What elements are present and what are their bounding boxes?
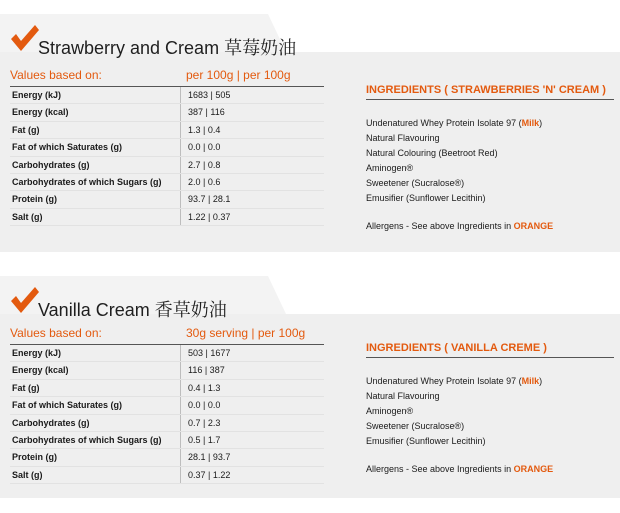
ingredients-title: INGREDIENTS ( STRAWBERRIES 'N' CREAM ) [366,84,614,100]
row-value: 1.22 | 0.37 [188,211,231,222]
row-value: 0.7 | 2.3 [188,417,221,428]
allergen-milk: Milk [521,376,540,386]
ingredient-item: Aminogen® [366,406,414,416]
row-label: Energy (kcal) [12,107,69,118]
nutrition-table [10,66,324,226]
table-row [10,449,324,466]
header-values-label: Values based on: [10,326,102,340]
table-row [10,362,324,379]
row-value: 116 | 387 [188,365,225,376]
ingredient-item: Sweetener (Sucralose®) [366,178,465,188]
table-row [10,191,324,208]
row-value: 1.3 | 0.4 [188,124,221,135]
table-row [10,415,324,432]
ingredient-item: Emusifier (Sunflower Lecithin) [366,436,486,446]
nutrition-table-header [10,66,324,87]
row-label: Fat (g) [12,124,40,135]
header-values-label: Values based on: [10,68,102,82]
row-value: 0.0 | 0.0 [188,400,221,411]
table-row [10,104,324,121]
row-label: Protein (g) [12,452,57,463]
table-row [10,345,324,362]
ingredient-item: Sweetener (Sucralose®) [366,421,465,431]
ingredients-list [366,374,614,449]
table-row [10,397,324,414]
ingredient-item: Emusifier (Sunflower Lecithin) [366,193,486,203]
checkmark-icon [8,284,40,316]
row-value: 0.4 | 1.3 [188,382,221,393]
row-label: Carbohydrates of which Sugars (g) [12,434,162,445]
row-value: 0.37 | 1.22 [188,469,231,480]
row-value: 0.5 | 1.7 [188,434,221,445]
allergen-note: Allergens - See above Ingredients in ORANGE [366,221,554,231]
table-row [10,380,324,397]
row-label: Fat of which Saturates (g) [12,400,123,411]
row-label: Salt (g) [12,211,43,222]
row-label: Energy (kJ) [12,348,62,358]
product-section-vanilla [0,262,620,498]
table-row [10,467,324,484]
table-row [10,209,324,226]
row-label: Fat (g) [12,382,40,393]
row-label: Protein (g) [12,194,57,205]
header-basis-label: 30g serving | per 100g [186,326,306,340]
allergen-highlight: ORANGE [513,464,554,474]
table-row [10,174,324,191]
row-value: 503 | 1677 [188,348,231,358]
row-label: Fat of which Saturates (g) [12,142,123,153]
ingredients-block [366,342,614,474]
ingredient-item: Aminogen® [366,163,414,173]
ingredient-whey: Undenatured Whey Protein Isolate 97 (Milk) [366,118,543,128]
product-section-strawberry [0,0,620,252]
row-value: 2.0 | 0.6 [188,176,221,187]
row-value: 0.0 | 0.0 [188,142,221,153]
table-row [10,87,324,104]
ingredient-item: Natural Flavouring [366,391,440,401]
table-row [10,139,324,156]
allergen-note: Allergens - See above Ingredients in ORANGE [366,464,554,474]
row-value: 28.1 | 93.7 [188,452,231,463]
header-basis-label: per 100g | per 100g [186,68,291,82]
ingredients-list [366,116,614,206]
checkmark-icon [8,22,40,54]
row-value: 1683 | 505 [188,90,231,100]
row-label: Energy (kJ) [12,90,62,100]
nutrition-table-header [10,324,324,345]
table-row [10,122,324,139]
row-label: Energy (kcal) [12,365,69,376]
product-title: Vanilla Cream 香草奶油 [38,300,227,320]
section-tab-slant [268,276,286,314]
row-value: 387 | 116 [188,107,225,118]
allergen-milk: Milk [521,118,540,128]
table-row [10,157,324,174]
ingredient-item: Natural Colouring (Beetroot Red) [366,148,498,158]
nutrition-table [10,324,324,484]
row-label: Salt (g) [12,469,43,480]
row-value: 2.7 | 0.8 [188,159,221,170]
allergen-highlight: ORANGE [513,221,554,231]
ingredients-title: INGREDIENTS ( VANILLA CREME ) [366,342,614,358]
row-label: Carbohydrates (g) [12,159,90,170]
row-label: Carbohydrates (g) [12,417,90,428]
row-label: Carbohydrates of which Sugars (g) [12,176,162,187]
product-title: Strawberry and Cream 草莓奶油 [38,38,297,58]
table-row [10,432,324,449]
ingredient-item: Natural Flavouring [366,133,440,143]
ingredients-block [366,84,614,231]
ingredient-whey: Undenatured Whey Protein Isolate 97 (Milk) [366,376,543,386]
row-value: 93.7 | 28.1 [188,194,231,205]
